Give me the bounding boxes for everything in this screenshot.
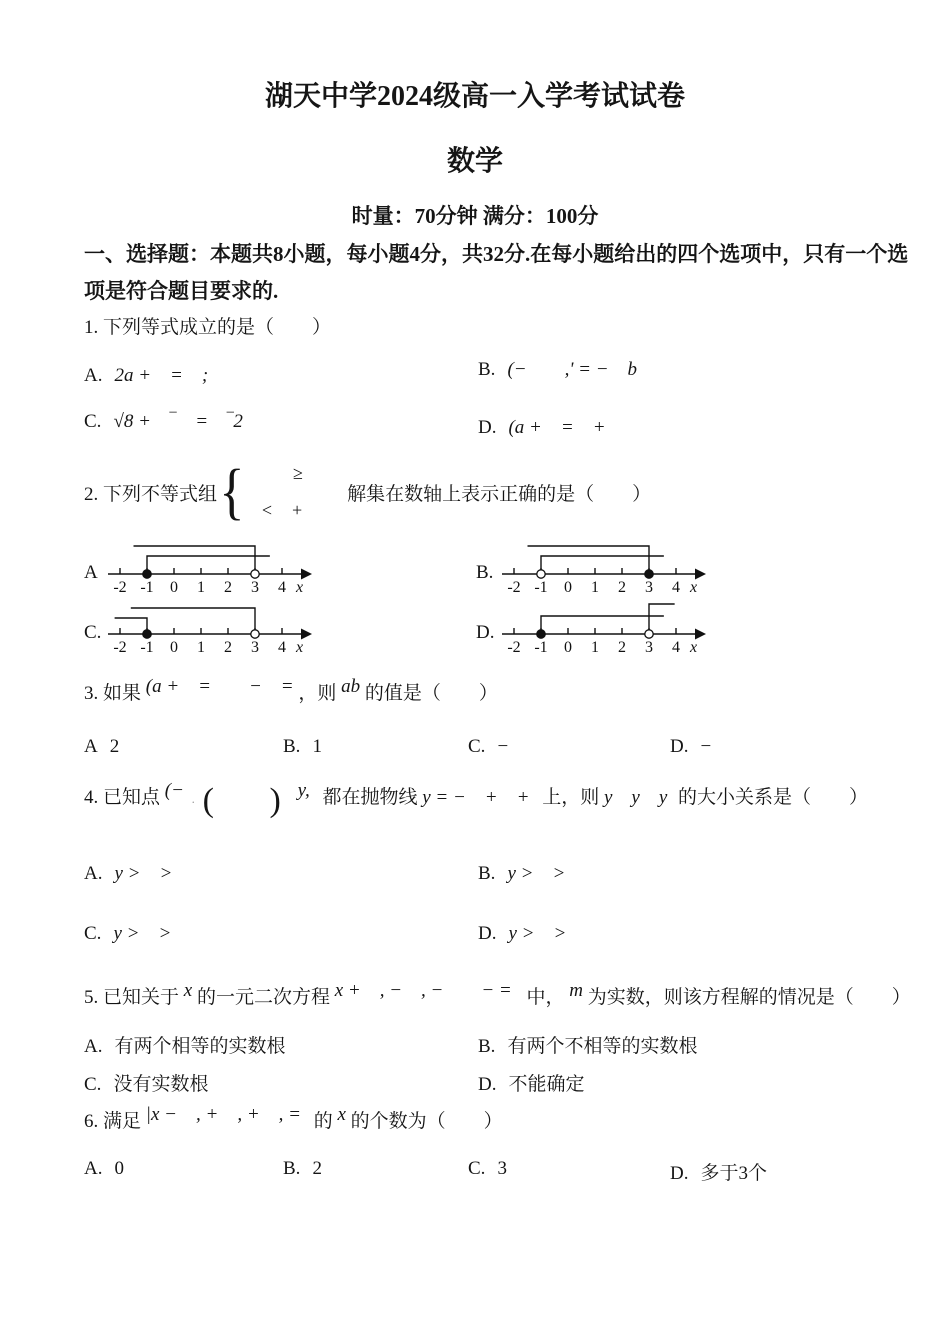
q4-big-paren-left: ( [202,782,214,819]
q3-stem-pre: 3. 如果 [84,683,142,704]
numberline-d-label: D. [476,622,495,643]
q1-option-a-label: A. [84,365,103,386]
q2-stem-post: 解集在数轴上表示正确的是（ ） [347,483,652,505]
q6-option-d [670,1158,767,1185]
q5-option-d-text: 不能确定 [508,1074,585,1095]
q2-stem-pre: 2. 下列不等式组 [84,483,218,505]
svg-text:1: 1 [591,579,599,596]
q1-option-d [478,412,606,439]
svg-text:-2: -2 [507,639,521,656]
q5-stem-post: 为实数，则该方程解的情况是（ ） [587,987,911,1008]
numberline-diagram-d [500,596,712,656]
q4-option-c-math: y > > [113,923,172,944]
q3-option-c-value: − [497,736,509,757]
q4-stem-mid1: 都在抛物线 [322,787,418,808]
q6-stem-post: 的个数为（ ） [350,1111,503,1132]
q6-option-a-label: A. [84,1158,103,1179]
svg-text:0: 0 [170,579,178,596]
q4-option-b-math: y > > [507,863,566,884]
q1-stem: 1. 下列等式成立的是（ ） [84,317,332,338]
q4-option-a-label: A. [84,863,103,884]
q3-option-b-value: 1 [312,736,322,757]
q1-option-a-math: 2a + = ; [114,365,209,386]
q1-option-a [84,360,208,387]
q4-point-open: (− [164,780,184,801]
exam-meta: 时量：70分钟 满分：100分 [351,204,599,228]
q4-option-c-label: C. [84,923,102,944]
q4-faint-dot: . [191,791,195,806]
q4-option-a-math: y > > [114,863,173,884]
q6-option-c [468,1158,507,1180]
q5-stem-pre: 5. 已知关于 [84,987,180,1008]
numberline-c-label: C. [84,622,102,643]
svg-text:4: 4 [672,639,680,656]
numberline-diagram-b [500,536,712,596]
q4-stem-post: 的大小关系是（ ） [678,787,869,808]
q5-option-b [478,1031,697,1058]
q3-option-a [84,736,119,758]
svg-text:1: 1 [591,639,599,656]
svg-text:x: x [296,639,304,656]
q4-ys-terms: y y y [603,787,668,808]
subject-title: 数学 [446,146,503,177]
q2-stem [84,458,652,526]
svg-text:0: 0 [564,639,572,656]
q2-inequality-system [249,463,303,522]
q6-option-c-value: 3 [497,1158,507,1179]
q4-option-d-math: y > > [508,923,567,944]
q6-stem-mid: 的 [313,1111,333,1132]
svg-text:1: 1 [197,579,205,596]
q6-x-term: x [337,1104,346,1125]
q3-option-b-label: B. [283,736,301,757]
svg-text:3: 3 [645,639,653,656]
q1-option-d-math: (a + = + [508,417,606,438]
svg-text:4: 4 [278,579,286,596]
q3-option-a-value: 2 [109,736,120,757]
section-heading-line1: 一、选择题：本题共8小题，每小题4分，共32分.在每小题给出的四个选项中，只有一个选 [84,242,909,266]
q4-option-d [478,918,566,945]
svg-text:-1: -1 [140,579,154,596]
q1-option-c-label: C. [84,411,102,432]
q6-option-a [84,1158,124,1180]
q3-option-a-label: A [84,736,98,757]
q5-stem-mid2: 中， [526,987,565,1008]
q4-y-term: y, [297,780,310,801]
q3-option-c-label: C. [468,736,486,757]
q5-option-c [84,1069,208,1096]
svg-text:1: 1 [197,639,205,656]
q3-option-d-label: D. [670,736,689,757]
q5-option-c-label: C. [84,1074,102,1095]
q5-x-term: x [183,980,193,1001]
svg-text:3: 3 [251,639,259,656]
q1-option-c [84,406,243,433]
numberline-a-label: A [84,562,98,583]
section-heading-line2: 项是符合题目要求的. [84,279,279,303]
page-title: 湖天中学2024级高一入学考试试卷 [264,81,685,112]
svg-text:x: x [690,639,698,656]
svg-text:2: 2 [618,579,626,596]
q6-option-b-value: 2 [312,1158,322,1179]
q5-m-term: m [569,980,584,1001]
q3-formula: (a + = − = [145,676,294,697]
q4-option-b [478,858,565,885]
q3-option-d-value: − [700,736,712,757]
q4-option-b-label: B. [478,863,496,884]
svg-text:2: 2 [224,579,232,596]
q1-option-c-math: √8 + ‾ = ‾2 [113,411,243,432]
q4-option-c [84,918,171,945]
q4-stem-pre: 4. 已知点 [84,787,161,808]
q4-stem [84,782,868,817]
q6-option-b-label: B. [283,1158,301,1179]
q1-option-d-label: D. [478,417,497,438]
svg-text:-1: -1 [534,579,548,596]
q5-option-d-label: D. [478,1074,497,1095]
q5-stem-mid1: 的一元二次方程 [196,987,330,1008]
q5-option-a [84,1031,286,1058]
q2-system-line2: < + [260,499,304,520]
q1-option-b-math: (− ,ʹ = − b [507,359,638,380]
q6-option-d-label: D. [670,1163,689,1184]
numberline-diagram-c [106,596,318,656]
q5-equation: x + , − , − − = [334,980,512,1001]
svg-text:0: 0 [170,639,178,656]
q3-stem [84,678,498,705]
q5-option-b-text: 有两个不相等的实数根 [507,1036,698,1057]
q3-option-c [468,736,508,758]
numberline-b-label: B. [476,562,494,583]
svg-text:0: 0 [564,579,572,596]
svg-text:-2: -2 [507,579,521,596]
svg-text:3: 3 [645,579,653,596]
q4-option-d-label: D. [478,923,497,944]
q2-system-line1: ≥ [292,462,303,483]
q5-option-b-label: B. [478,1036,496,1057]
q6-stem-pre: 6. 满足 [84,1111,142,1132]
q6-stem [84,1106,503,1133]
q6-option-c-label: C. [468,1158,486,1179]
q3-ab-term: ab [341,676,361,697]
q6-option-b [283,1158,322,1180]
q5-option-a-label: A. [84,1036,103,1057]
svg-text:x: x [690,579,698,596]
svg-text:4: 4 [278,639,286,656]
svg-text:x: x [296,579,304,596]
q3-option-d [670,736,711,758]
svg-text:-1: -1 [140,639,154,656]
q3-option-b [283,736,322,758]
q4-parabola-formula: y = − + + [422,787,530,808]
svg-text:3: 3 [251,579,259,596]
q5-option-a-text: 有两个相等的实数根 [114,1036,286,1057]
svg-text:-2: -2 [113,579,127,596]
svg-text:-2: -2 [113,639,127,656]
svg-text:2: 2 [224,639,232,656]
svg-text:4: 4 [672,579,680,596]
q5-stem [84,982,911,1009]
svg-text:2: 2 [618,639,626,656]
q6-option-d-value: 多于3个 [700,1163,767,1184]
q1-option-b-label: B. [478,359,496,380]
numberline-diagram-a [106,536,318,596]
q5-option-d [478,1069,585,1096]
q3-stem-post: 的值是（ ） [364,683,498,704]
q4-stem-mid2: 上，则 [542,787,600,808]
q4-option-a [84,858,172,885]
q6-equation: |x − , + , + , = [145,1104,301,1125]
q2-system-brace: { [219,458,245,526]
q3-stem-mid: ，则 [298,683,337,704]
q1-option-b [478,354,637,381]
q4-big-paren-right: ) [269,782,281,819]
svg-text:-1: -1 [534,639,548,656]
q5-option-c-text: 没有实数根 [113,1074,209,1095]
q6-option-a-value: 0 [114,1158,124,1179]
